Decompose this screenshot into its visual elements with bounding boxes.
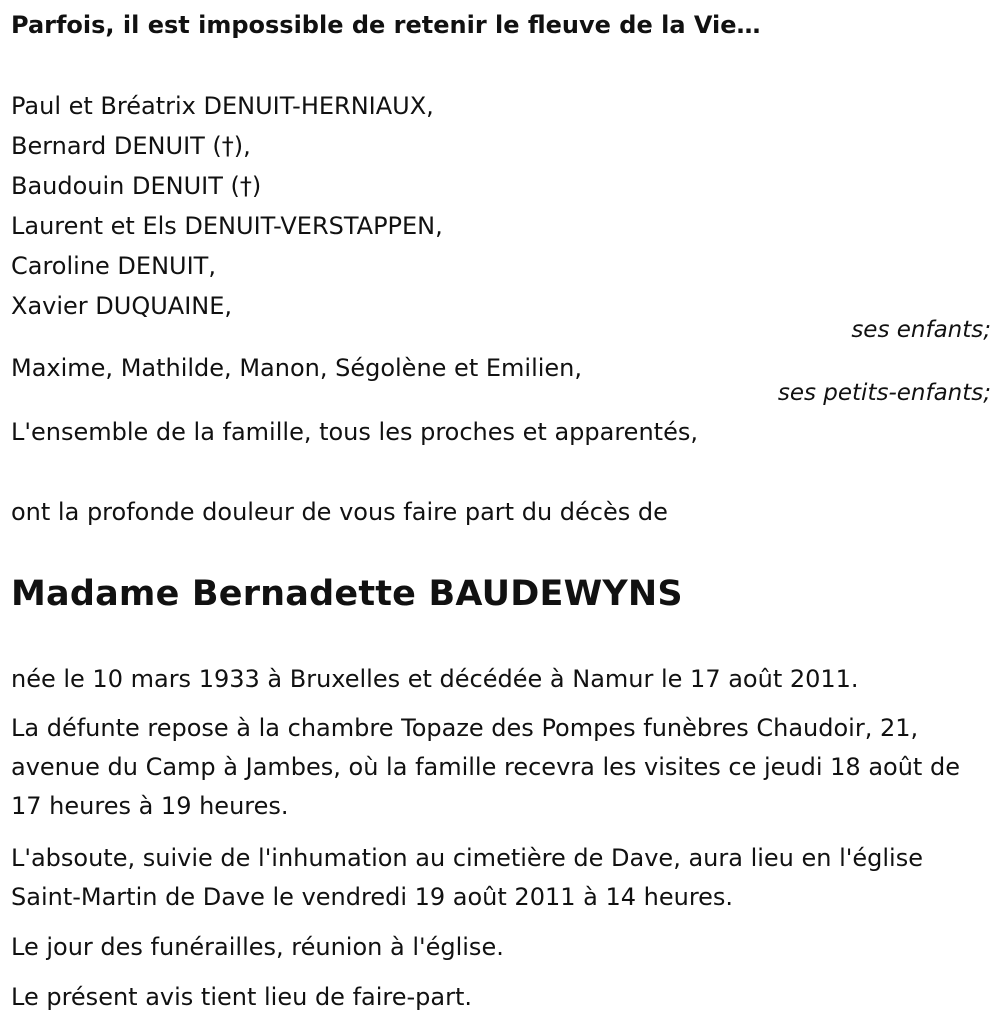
meeting-paragraph: Le jour des funérailles, réunion à l'église. [11, 933, 504, 961]
deceased-name: Madame Bernadette BAUDEWYNS [11, 574, 683, 614]
child-line-2: Bernard DENUIT (†), [11, 132, 251, 160]
children-role-label: ses enfants; [851, 317, 991, 343]
child-line-6: Xavier DUQUAINE, [11, 292, 233, 320]
announcement-line: ont la profonde douleur de vous faire part du décès de [11, 498, 668, 526]
grandchildren-line: Maxime, Mathilde, Manon, Ségolène et Emilien, [11, 354, 583, 382]
child-line-5: Caroline DENUIT, [11, 252, 216, 280]
family-line: L'ensemble de la famille, tous les proches et apparentés, [11, 418, 698, 446]
grandchildren-role-label: ses petits-enfants; [777, 380, 991, 406]
viewing-paragraph: La défunte repose à la chambre Topaze des Pompes funèbres Chaudoir, 21, avenue du Camp à Jambes, où la famille recevra les visites ce jeudi 18 août de 17 heures à 19 heures. [11, 714, 960, 820]
child-line-3: Baudouin DENUIT (†) [11, 172, 262, 200]
birth-death-paragraph: née le 10 mars 1933 à Bruxelles et décédée à Namur le 17 août 2011. [11, 665, 859, 693]
notice-paragraph: Le présent avis tient lieu de faire-part. [11, 983, 473, 1011]
intro-quote: Parfois, il est impossible de retenir le fleuve de la Vie… [11, 11, 761, 39]
funeral-paragraph: L'absoute, suivie de l'inhumation au cimetière de Dave, aura lieu en l'église Saint-Martin de Dave le vendredi 19 août 2011 à 14 heures. [11, 844, 923, 911]
child-line-1: Paul et Bréatrix DENUIT-HERNIAUX, [11, 92, 434, 120]
child-line-4: Laurent et Els DENUIT-VERSTAPPEN, [11, 212, 443, 240]
